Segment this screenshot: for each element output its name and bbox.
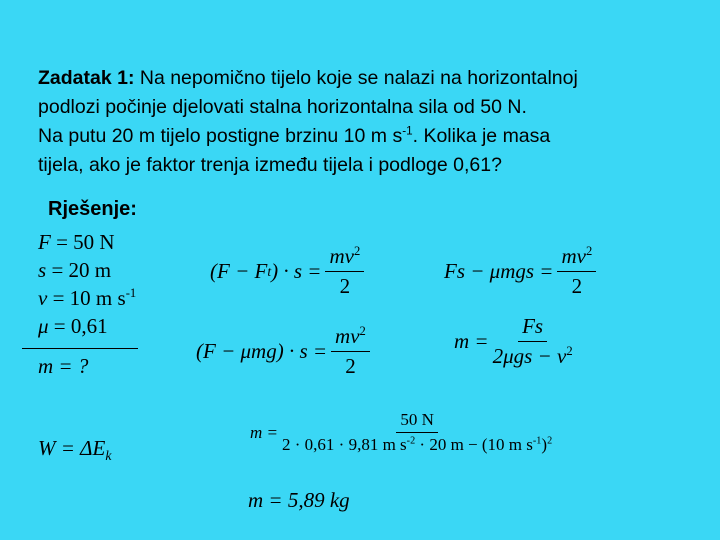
eq1-num-exp: 2 [353, 244, 361, 258]
given-force-value: = 50 N [56, 230, 115, 254]
eq2-lhs: (F − μmg) · s = [196, 339, 328, 363]
eq1-denominator: 2 [339, 274, 351, 298]
given-velocity: v = 10 m $s^{-1}$ [38, 286, 137, 310]
divider-line [22, 348, 138, 349]
eq3-lhs: Fs − μmgs = [444, 259, 554, 283]
eq5-den-exp1: -2 [406, 435, 416, 447]
eq1-sub: t [267, 263, 272, 279]
eq3-fraction [557, 244, 596, 299]
equation-2 [196, 324, 374, 379]
eq4-numerator [518, 314, 547, 342]
work-energy-text: W = ΔE [38, 436, 106, 460]
eq1-num-text: mv [329, 244, 354, 268]
given-friction-value: = 0,61 [53, 314, 108, 338]
eq1-lhs-end: ) · s = [271, 259, 322, 283]
eq3-denominator: 2 [571, 274, 583, 298]
eq3-num-exp: 2 [585, 244, 593, 258]
equation-3 [444, 244, 600, 299]
eq2-fraction [331, 324, 370, 379]
given-velocity-exp: -1 [125, 286, 137, 300]
task-exp: -1 [402, 124, 413, 138]
work-energy-theorem [38, 436, 112, 464]
eq4-fraction [493, 314, 573, 369]
unknown-mass: m = ? [38, 354, 89, 378]
result-text: m = 5,89 kg [248, 488, 350, 512]
eq5-den-exp2: -1 [532, 435, 542, 447]
eq5-den-exp3: 2 [547, 435, 553, 447]
eq4-num-text: Fs [522, 314, 544, 338]
eq5-fraction [282, 410, 552, 455]
given-distance-value: = 20 m [51, 258, 112, 282]
solution-heading: Rješenje: [48, 198, 137, 220]
task-statement [38, 64, 708, 180]
eq1-lhs: (F − F [210, 259, 268, 283]
final-result [248, 488, 350, 513]
eq5-den-c: ) [541, 435, 548, 454]
task-text-3b: . Kolika je masa [412, 125, 551, 147]
task-line-4: tijela, ako je faktor trenja između tijela i podloge 0,61? [38, 154, 502, 176]
equation-1 [210, 244, 368, 299]
eq4-den-text: 2μgs − v [492, 344, 567, 368]
eq5-denominator [282, 433, 552, 455]
eq4-lhs: m = [454, 329, 489, 353]
eq2-num-text: mv [335, 324, 360, 348]
eq2-num-exp: 2 [359, 324, 366, 338]
eq5-lhs: m = [250, 422, 278, 442]
equation-4 [454, 314, 577, 369]
equation-5 [250, 410, 556, 455]
eq1-fraction [325, 244, 364, 299]
task-label: Zadatak 1: [38, 67, 135, 89]
eq1-numerator [325, 244, 364, 272]
eq2-denominator: 2 [345, 354, 356, 378]
given-velocity-value: = 10 m s [52, 286, 126, 310]
eq4-den-exp: 2 [566, 344, 573, 358]
given-force: F = 50 N [38, 230, 115, 254]
eq3-num-text: mv [561, 244, 586, 268]
eq2-numerator [331, 324, 370, 352]
task-text-1: Na nepomično tijelo koje se nalazi na horizontalnoj [134, 67, 578, 89]
eq5-den-a: 2 · 0,61 · 9,81 m s [282, 435, 407, 454]
eq5-den-b: · 20 m − (10 m s [415, 435, 533, 454]
given-friction: μ = 0,61 [38, 314, 108, 338]
eq4-denominator [493, 342, 573, 369]
given-distance: s = 20 m [38, 258, 112, 282]
task-text-3a: Na putu 20 m tijelo postigne brzinu 10 m s [38, 125, 403, 147]
givens-list [38, 228, 136, 340]
eq3-numerator [557, 244, 596, 272]
task-line-2: podlozi počinje djelovati stalna horizontalna sila od 50 N. [38, 96, 527, 118]
task-line-1 [38, 64, 708, 93]
eq5-numerator: 50 N [396, 410, 438, 433]
work-energy-sub: k [105, 448, 112, 464]
task-line-3 [38, 122, 708, 151]
